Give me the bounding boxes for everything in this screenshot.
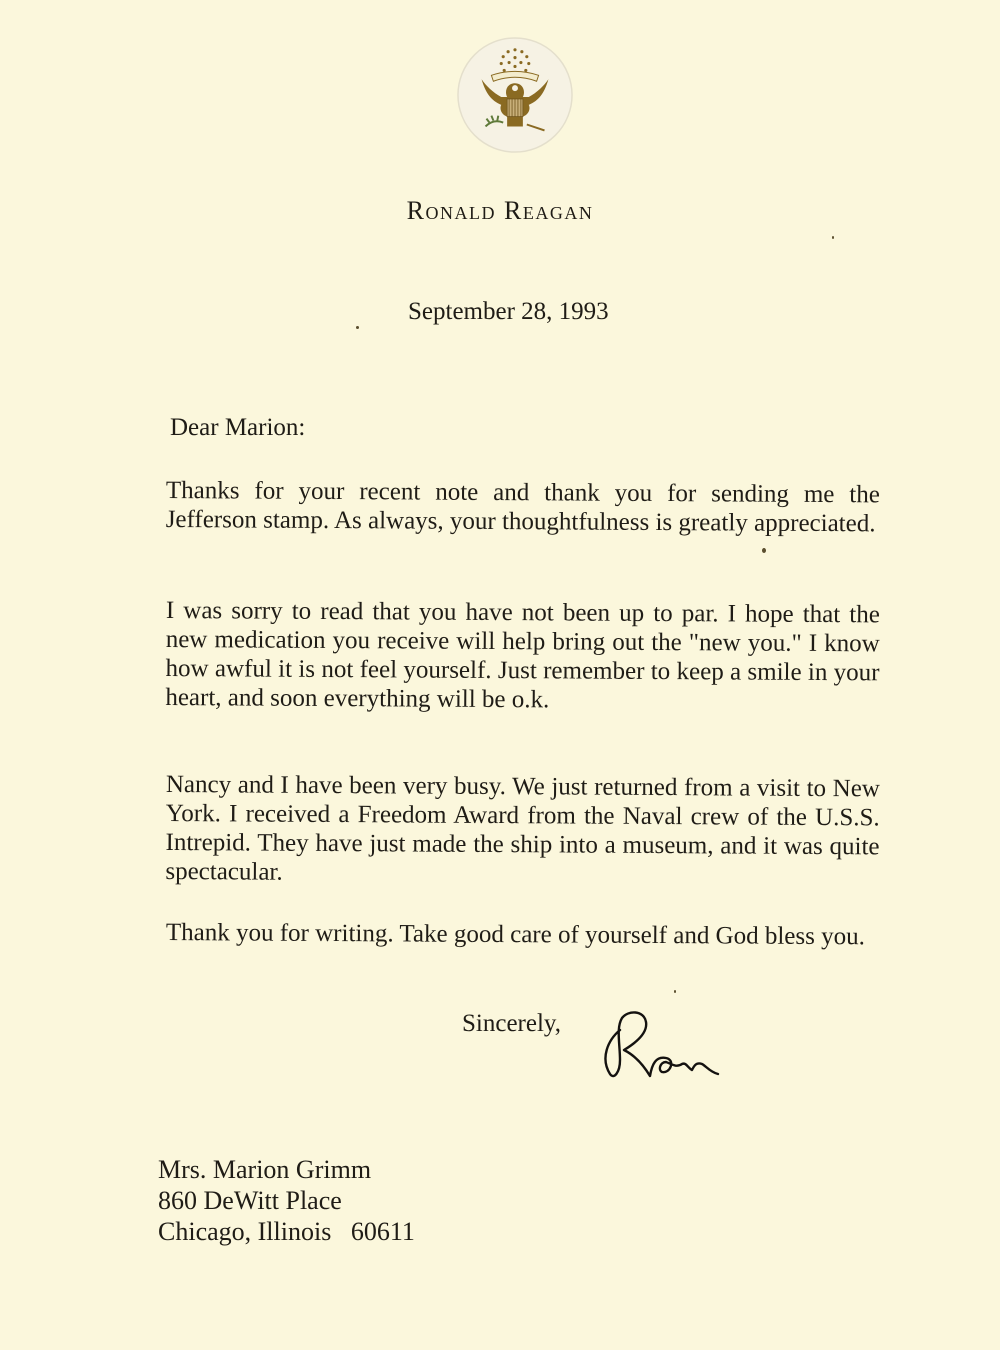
letterhead-name: Ronald Reagan bbox=[406, 196, 594, 225]
recipient-city: Chicago, Illinois 60611 bbox=[158, 1217, 415, 1246]
paragraph-1: Thanks for your recent note and thank you for sending me the Jefferson stamp. As always, your thoughtfulness is greatly appreciated. bbox=[165, 476, 880, 538]
letter-date: September 28, 1993 bbox=[408, 298, 609, 325]
salutation: Dear Marion: bbox=[170, 414, 306, 441]
recipient-street: 860 DeWitt Place bbox=[158, 1186, 342, 1215]
paragraph-2: I was sorry to read that you have not been up to par. I hope that the new medication you receive will help bring out the "new you." I know how awful it is not feel yourself. Just remember to keep a smile in your heart, and soon everything will be o.k. bbox=[165, 597, 880, 714]
paragraph-4: Thank you for writing. Take good care of yourself and God bless you. bbox=[165, 919, 865, 951]
paragraph-3: Nancy and I have been very busy. We just returned from a visit to New York. I received a Freedom Award from the Naval crew of the U.S.S. Intrepid. They have just made the ship into a museum, and it was quite spectacular. bbox=[165, 771, 880, 886]
recipient-address bbox=[158, 1154, 415, 1247]
paper-speck bbox=[674, 990, 676, 993]
recipient-name: Mrs. Marion Grimm bbox=[158, 1155, 372, 1184]
paper-speck bbox=[832, 236, 834, 239]
paper-speck bbox=[356, 326, 359, 329]
handwritten-signature-icon bbox=[586, 1000, 726, 1090]
presidential-seal-icon bbox=[456, 36, 574, 154]
paper-speck bbox=[762, 548, 766, 553]
closing: Sincerely, bbox=[462, 1010, 562, 1037]
